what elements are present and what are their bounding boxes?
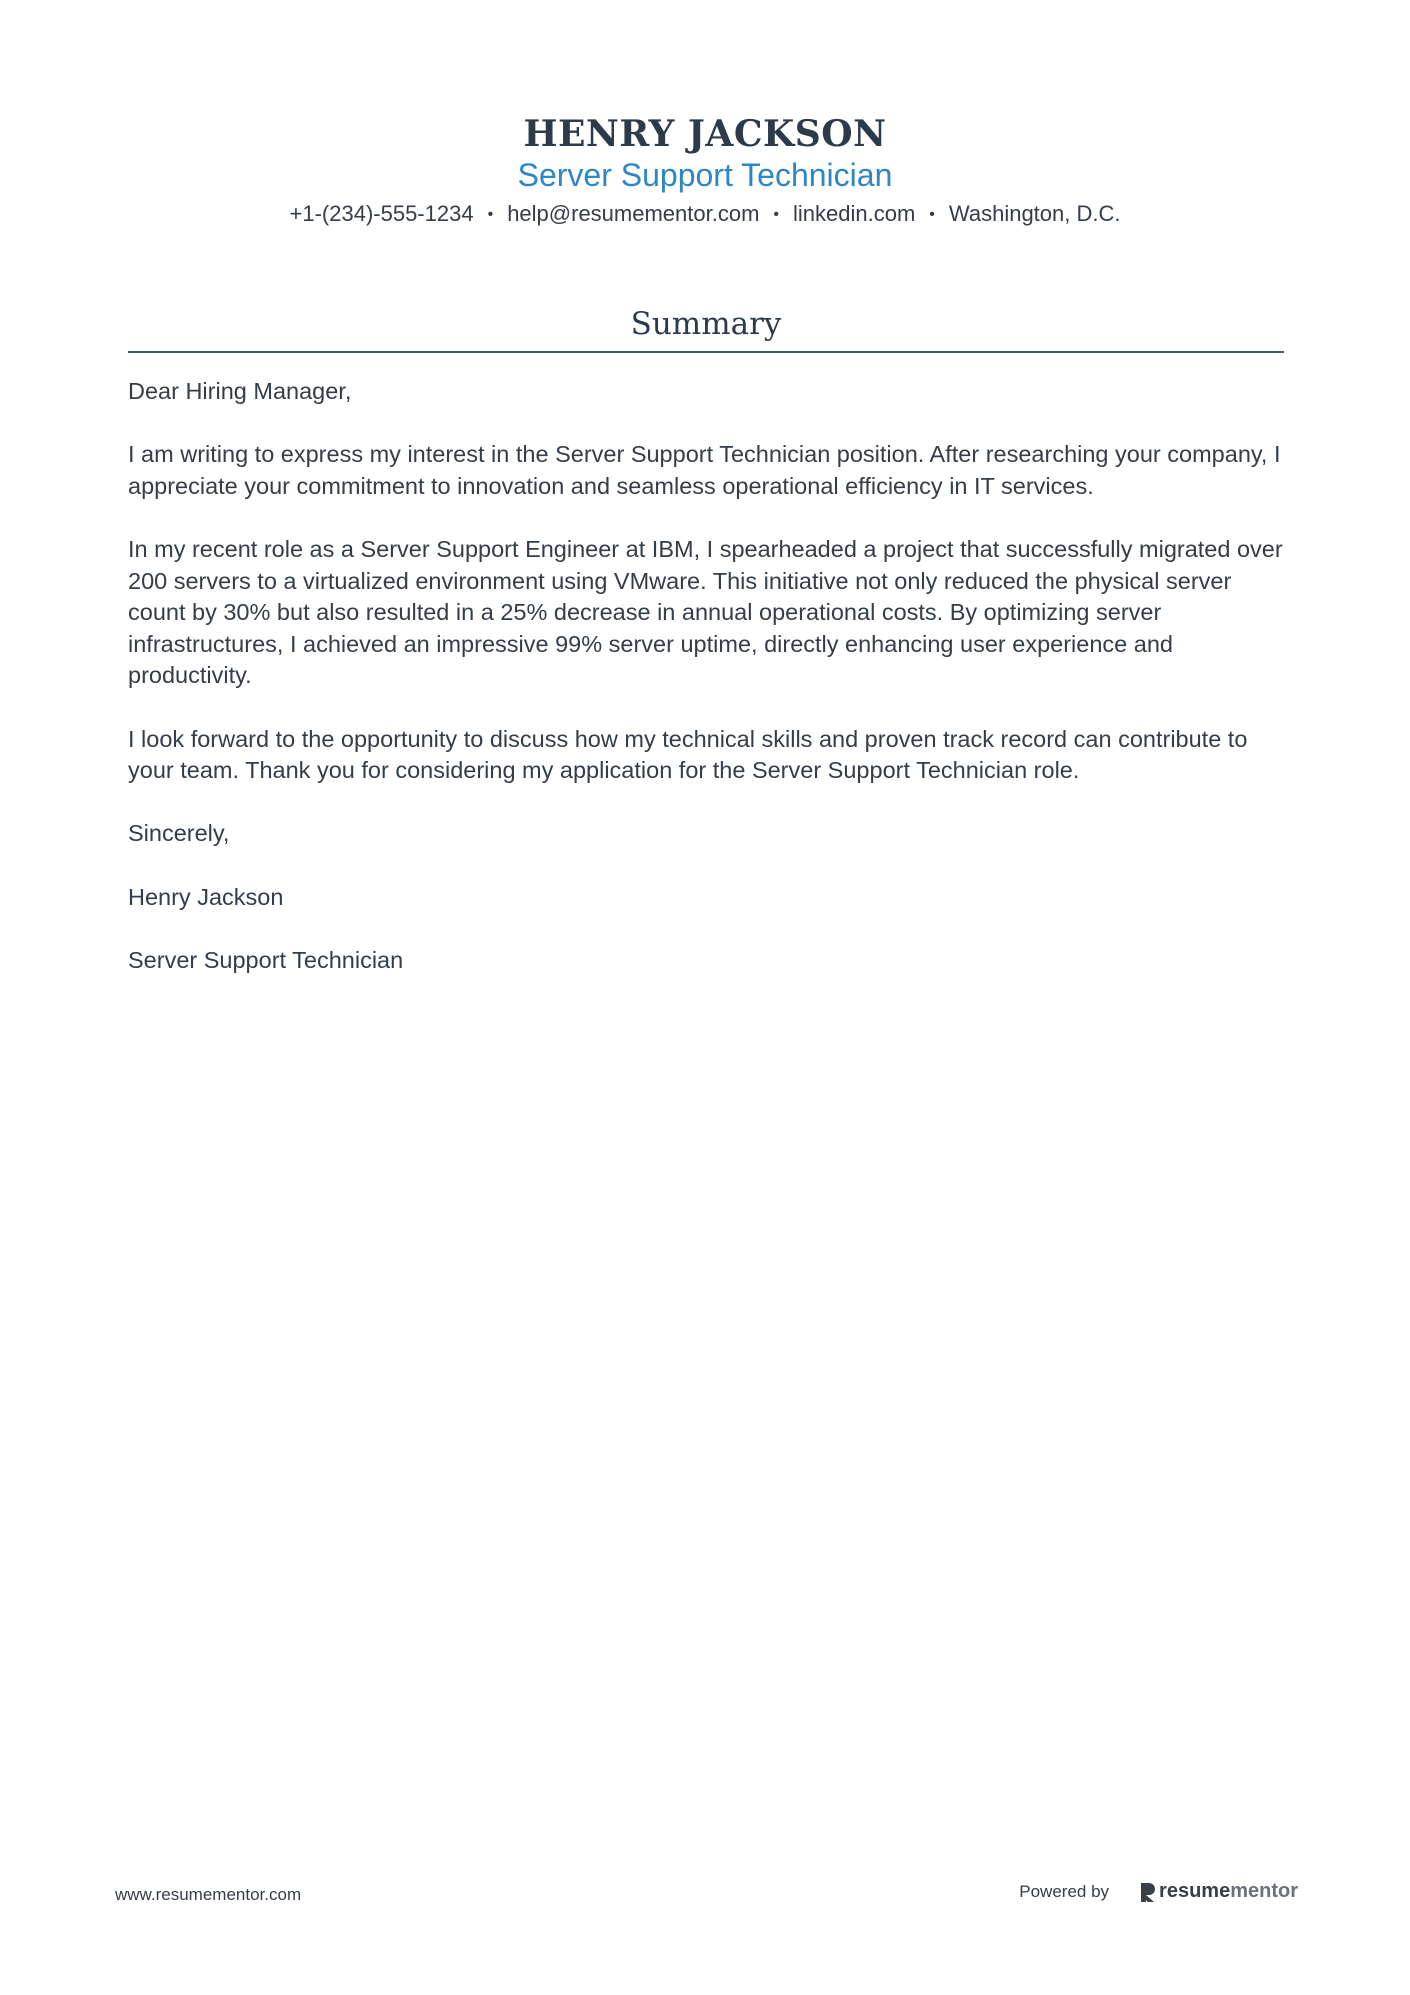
logo-text-light: mentor (1230, 1880, 1298, 1902)
letter-paragraph: I look forward to the opportunity to discuss how my technical skills and proven track record can contribute to your team. Thank you for considering my application for the Server Support Technician role. (128, 725, 1248, 784)
contact-line (0, 200, 1410, 229)
letter-paragraph: In my recent role as a Server Support Engineer at IBM, I spearheaded a project that successfully migrated over 200 servers to a virtualized environment using VMware. This initiative not only reduced the physical server count by 30% but also resulted in a 25% decrease in annual operational costs. By optimizing server infrastructures, I achieved an impressive 99% server uptime, directly enhancing user experience and productivity. (128, 535, 1283, 689)
signature-title: Server Support Technician (128, 946, 404, 973)
footer-website[interactable]: www.resumementor.com (115, 1885, 302, 1904)
contact-separator: • (773, 206, 780, 223)
closing: Sincerely, (128, 820, 230, 847)
signature-name: Henry Jackson (128, 883, 284, 910)
logo-text-bold: resume (1159, 1880, 1231, 1902)
resumementor-logo-icon (1139, 1881, 1156, 1903)
salutation: Dear Hiring Manager, (128, 378, 352, 404)
powered-by-label: Powered by (1019, 1881, 1110, 1901)
contact-linkedin[interactable]: linkedin.com (793, 201, 916, 226)
cover-letter-body (128, 376, 1284, 1008)
letter-paragraph: I am writing to express my interest in the Server Support Technician position. After researching your company, I appreciate your commitment to innovation and seamless operational efficiency in IT services. (128, 441, 1281, 499)
resume-header (0, 112, 1410, 229)
contact-separator: • (929, 206, 935, 223)
candidate-name: HENRY JACKSON (523, 113, 887, 155)
summary-section-header (128, 303, 1284, 353)
contact-phone: +1-(234)-555-1234 (289, 201, 474, 226)
job-title: Server Support Technician (517, 157, 893, 193)
contact-location: Washington, D.C. (948, 201, 1121, 226)
contact-separator: • (487, 206, 494, 223)
footer-branding (1019, 1880, 1298, 1903)
contact-email[interactable]: help@resumementor.com (507, 201, 760, 226)
section-heading: Summary (630, 306, 782, 342)
resumementor-logo[interactable] (1139, 1880, 1298, 1903)
